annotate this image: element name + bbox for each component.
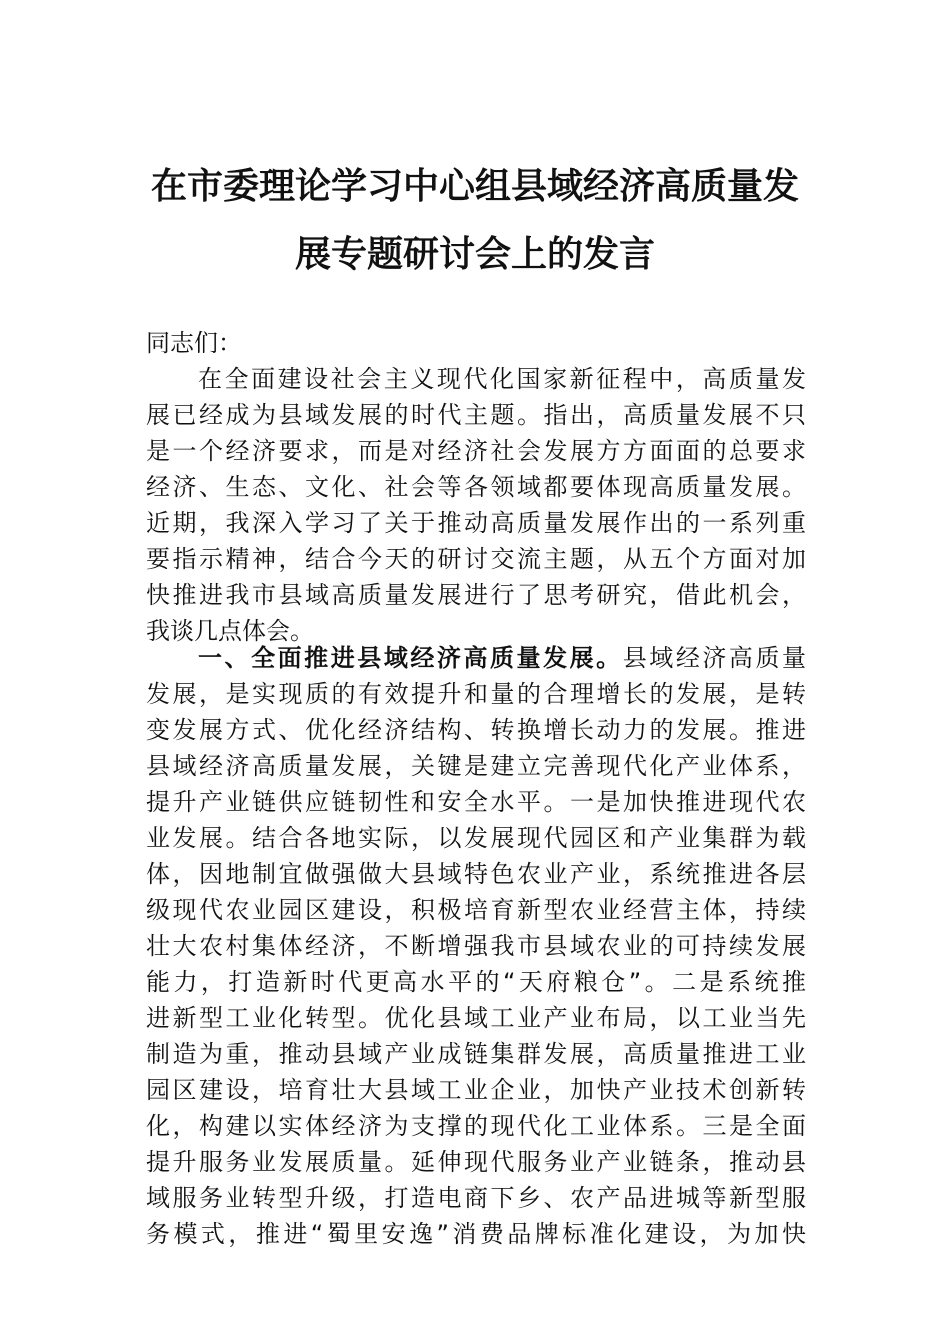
intro-line: 要指示精神，结合今天的研讨交流主题，从五个方面对加 bbox=[146, 545, 806, 573]
section-1-line: 园区建设，培育壮大县域工业企业，加快产业技术创新转 bbox=[146, 1076, 806, 1104]
section-1-line: 务模式，推进“蜀里安逸”消费品牌标准化建设，为加快 bbox=[146, 1220, 806, 1248]
section-1-line: 级现代农业园区建设，积极培育新型农业经营主体，持续 bbox=[146, 896, 806, 924]
section-1-line: 业发展。结合各地实际，以发展现代园区和产业集群为载 bbox=[146, 824, 806, 852]
section-1-heading: 一、全面推进县域经济高质量发展。 bbox=[198, 644, 623, 672]
intro-line: 快推进我市县域高质量发展进行了思考研究，借此机会， bbox=[146, 581, 806, 609]
salutation: 同志们： bbox=[146, 329, 242, 357]
section-1-line: 提升产业链供应链韧性和安全水平。一是加快推进现代农 bbox=[146, 788, 806, 816]
intro-line: 展已经成为县域发展的时代主题。指出，高质量发展不只 bbox=[146, 401, 806, 429]
document-title-line-2: 展专题研讨会上的发言 bbox=[294, 233, 655, 275]
intro-line: 我谈几点体会。 bbox=[146, 617, 314, 645]
section-1-line: 县域经济高质量发展，关键是建立完善现代化产业体系， bbox=[146, 752, 806, 780]
section-1-line: 能力，打造新时代更高水平的“天府粮仓”。二是系统推 bbox=[146, 968, 806, 996]
intro-paragraph bbox=[146, 361, 806, 649]
section-1-line: 变发展方式、优化经济结构、转换增长动力的发展。推进 bbox=[146, 716, 806, 744]
section-1-line: 壮大农村集体经济，不断增强我市县域农业的可持续发展 bbox=[146, 932, 806, 960]
document-title-line-1: 在市委理论学习中心组县域经济高质量发 bbox=[150, 165, 799, 207]
section-1-line: 体，因地制宜做强做大县域特色农业产业，系统推进各层 bbox=[146, 860, 806, 888]
intro-line: 近期，我深入学习了关于推动高质量发展作出的一系列重 bbox=[146, 509, 806, 537]
section-1-line: 提升服务业发展质量。延伸现代服务业产业链条，推动县 bbox=[146, 1148, 806, 1176]
section-1-line: 制造为重，推动县域产业成链集群发展，高质量推进工业 bbox=[146, 1040, 806, 1068]
intro-line: 是一个经济要求，而是对经济社会发展方方面面的总要求 bbox=[146, 437, 806, 465]
section-1-first-line bbox=[146, 640, 806, 676]
section-1-line: 化，构建以实体经济为支撑的现代化工业体系。三是全面 bbox=[146, 1112, 806, 1140]
section-1-first-line-text: 县域经济高质量 bbox=[622, 644, 806, 672]
section-1-line: 域服务业转型升级，打造电商下乡、农产品进城等新型服 bbox=[146, 1184, 806, 1212]
intro-line: 经济、生态、文化、社会等各领域都要体现高质量发展。 bbox=[146, 473, 806, 501]
section-1-line: 进新型工业化转型。优化县域工业产业布局，以工业当先 bbox=[146, 1004, 806, 1032]
section-1-paragraph bbox=[146, 640, 806, 1252]
section-1-line: 发展，是实现质的有效提升和量的合理增长的发展，是转 bbox=[146, 680, 806, 708]
intro-line: 在全面建设社会主义现代化国家新征程中，高质量发 bbox=[198, 365, 806, 393]
